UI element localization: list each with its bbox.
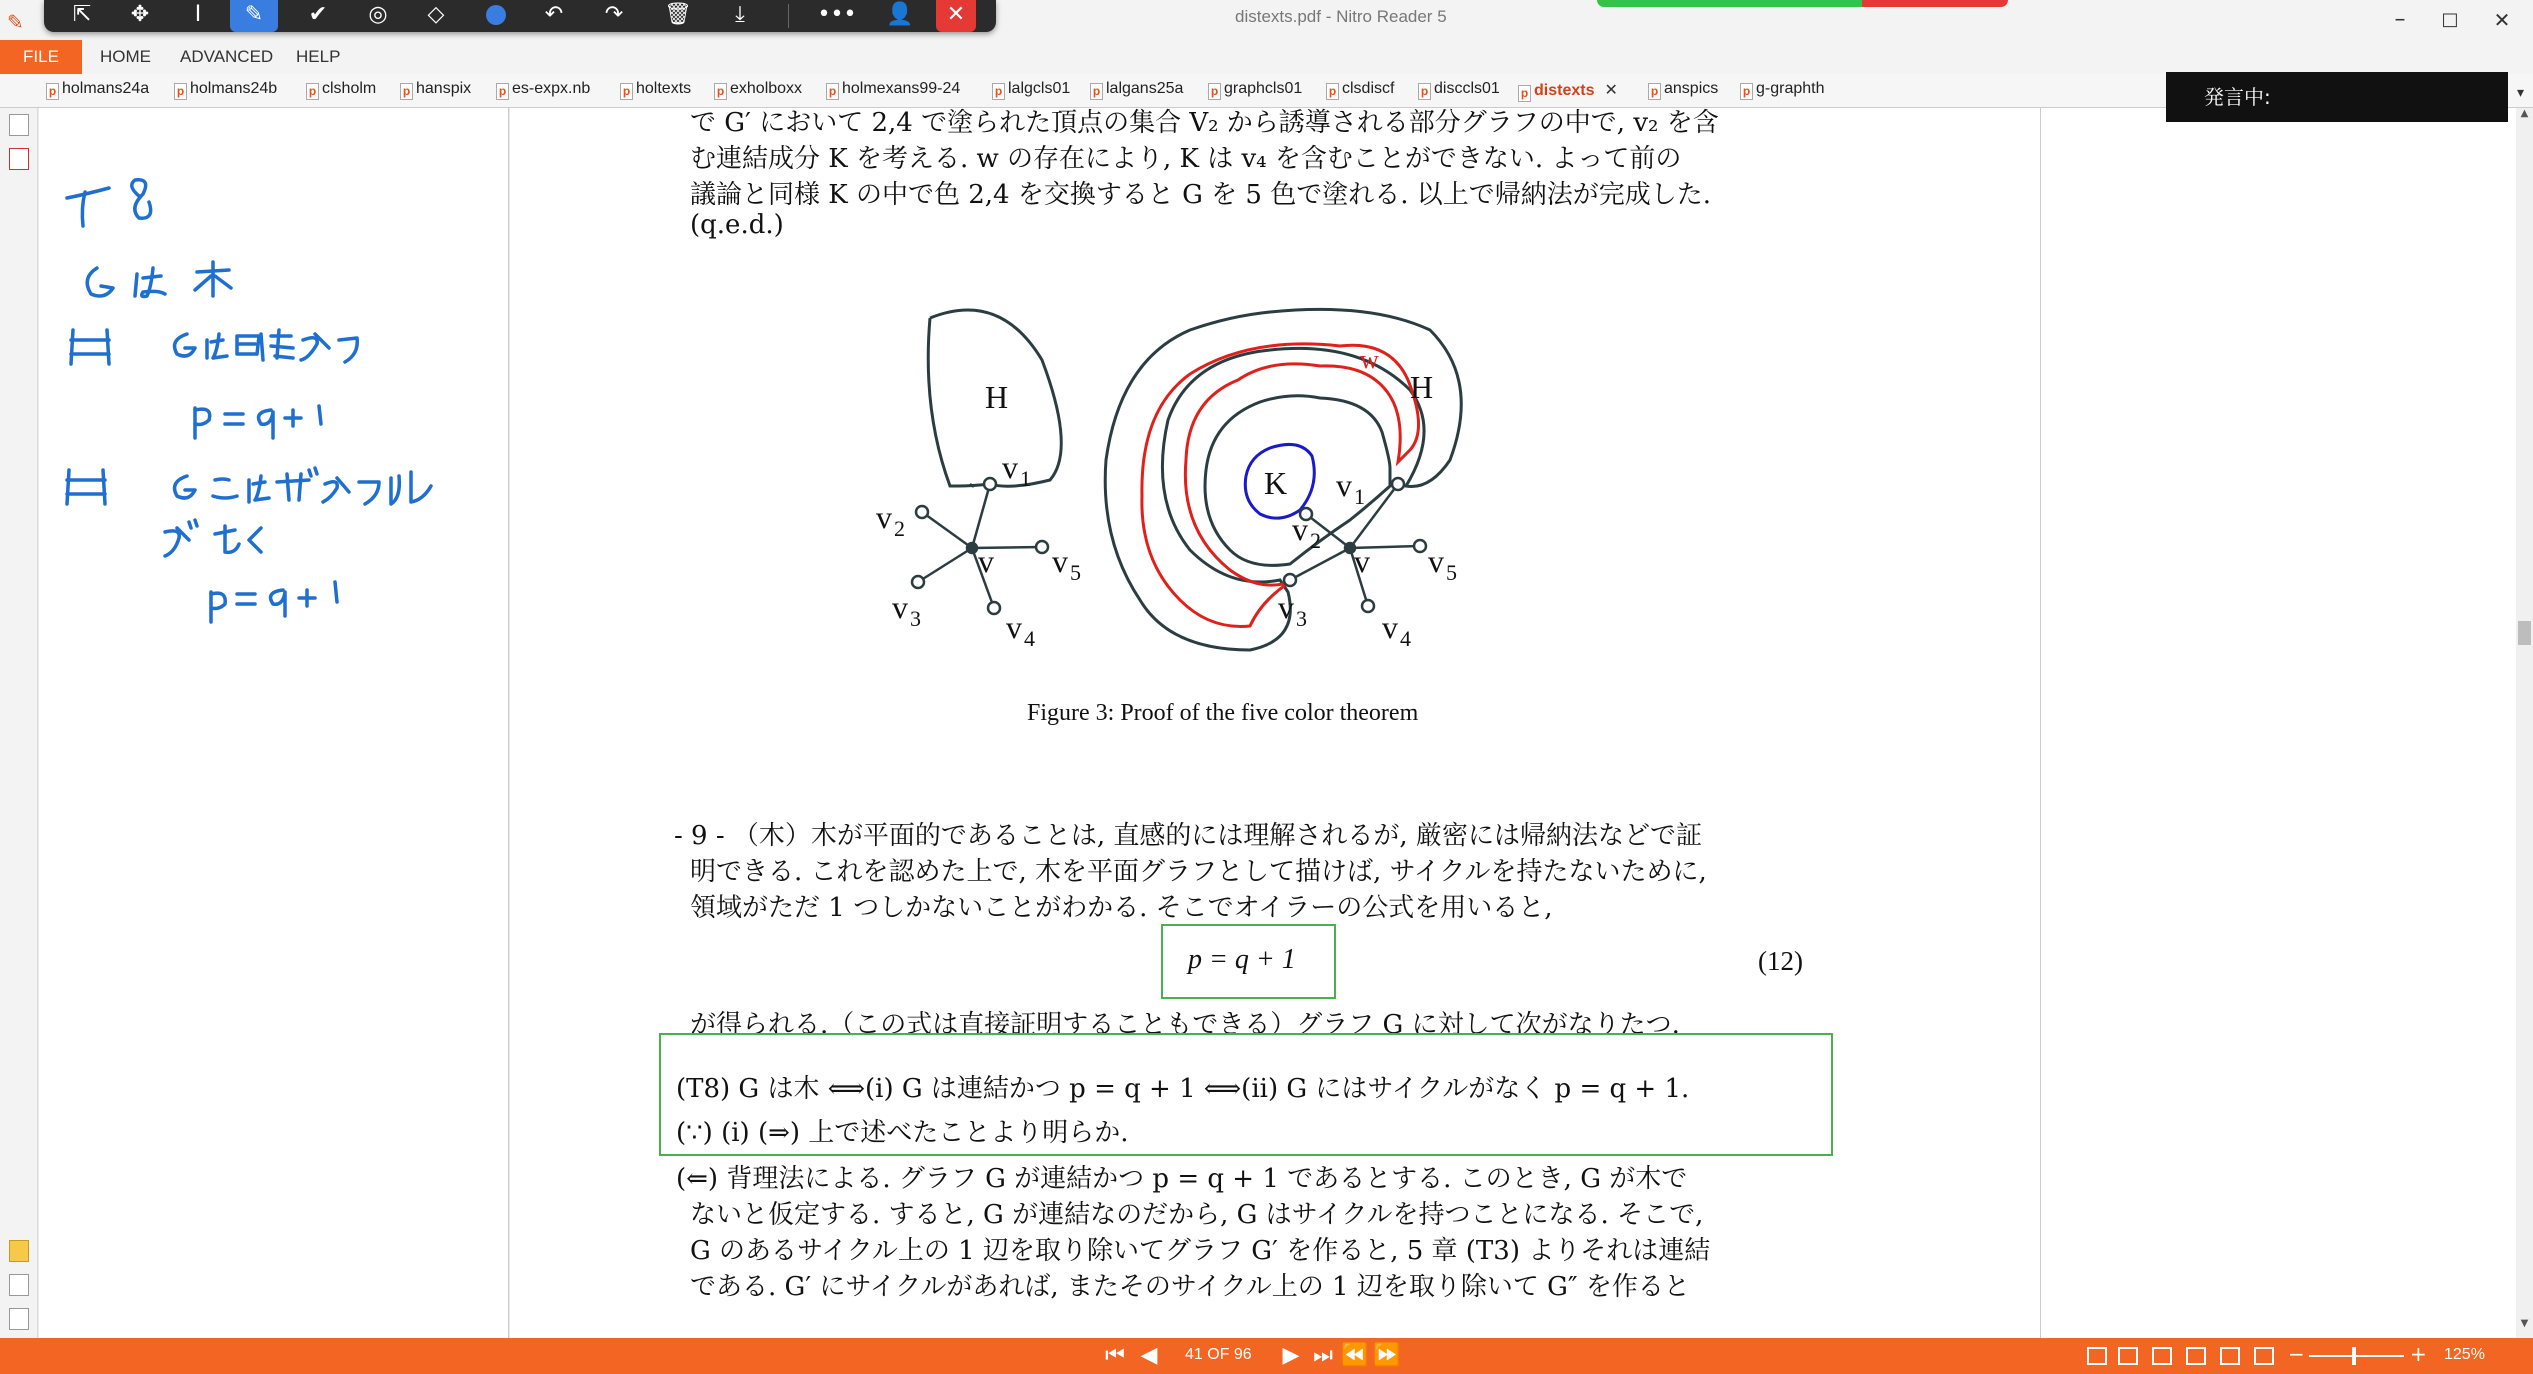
right-label-v5: v	[1428, 543, 1444, 579]
vertical-scrollbar[interactable]	[2516, 108, 2533, 1338]
tab-g-graphth[interactable]	[1740, 80, 1825, 106]
menu-bar	[0, 40, 2533, 74]
right-label-h: H	[1410, 369, 1434, 405]
zoom-in-icon[interactable]: +	[2410, 1342, 2427, 1366]
maximize-button[interactable]: □	[2441, 9, 2459, 30]
zoom-level[interactable]: 125%	[2444, 1346, 2485, 1363]
zoom-slider-thumb[interactable]	[2352, 1347, 2356, 1365]
menu-home[interactable]: HOME	[100, 47, 151, 66]
tab-label: holmans24a	[62, 80, 150, 97]
layers-icon[interactable]	[9, 1308, 29, 1330]
para4-line3: G のあるサイクル上の 1 辺を取り除いてグラフ G′ を作ると, 5 章 (T3) よりそれは連結	[690, 1236, 1711, 1266]
single-page-view-icon[interactable]	[2087, 1347, 2107, 1365]
pdf-icon: p	[620, 83, 633, 100]
left-label-v5: v	[1052, 543, 1068, 579]
right-label-v3-sub: 3	[1296, 606, 1307, 631]
tab-label: clsholm	[322, 80, 377, 97]
check-icon[interactable]: ✔	[308, 2, 328, 27]
nitro-logo-icon: ✎	[7, 10, 24, 34]
tab-label: lalgans25a	[1106, 80, 1184, 97]
fit-width-icon[interactable]	[2220, 1347, 2240, 1365]
tab-label: holmexans99-24	[842, 80, 961, 97]
tab-label: disccls01	[1434, 80, 1500, 97]
tab-label: lalgcls01	[1008, 80, 1071, 97]
next-view-icon[interactable]: ⏩	[1373, 1343, 1401, 1368]
five-color-figure	[850, 300, 1650, 680]
undo-icon[interactable]: ↶	[544, 2, 564, 27]
minimize-button[interactable]: –	[2394, 7, 2406, 32]
para2-line2: 明できる. これを認めた上で, 木を平面グラフとして描けば, サイクルを持たないために,	[690, 857, 1707, 887]
tab-label: anspics	[1664, 80, 1719, 97]
para4-line2: ないと仮定する. すると, G が連結なのだから, G はサイクルを持つことになる. そこで,	[690, 1200, 1704, 1230]
right-label-k: K	[1264, 465, 1288, 501]
right-label-v: v	[1354, 543, 1370, 579]
pdf-icon: p	[1208, 83, 1221, 100]
left-label-v1-sub: 1	[1020, 466, 1031, 491]
left-label-v: v	[978, 543, 994, 579]
scroll-thumb[interactable]	[2518, 621, 2531, 645]
left-label-v2: v	[876, 499, 892, 535]
attachments-icon[interactable]	[9, 1274, 29, 1296]
left-label-v3: v	[892, 589, 908, 625]
select-icon[interactable]: ⇱	[72, 2, 92, 27]
pdf-icon: p	[496, 83, 509, 100]
user-icon[interactable]: 👤	[886, 2, 914, 27]
left-label-v4-sub: 4	[1024, 626, 1035, 651]
left-label-h: H	[985, 379, 1009, 415]
window-close-button[interactable]: ✕	[2493, 8, 2511, 32]
status-bar	[0, 1338, 2533, 1374]
equation-text: p = q + 1	[1188, 944, 1296, 975]
pdf-icon: p	[992, 83, 1005, 100]
pdf-icon: p	[1090, 83, 1103, 100]
para4-line4: である. G′ にサイクルがあれば, またそのサイクル上の 1 辺を取り除いて G″ を作ると	[690, 1272, 1690, 1302]
zoom-out-icon[interactable]: −	[2288, 1342, 2305, 1366]
speaking-popup: 発言中:	[2166, 72, 2508, 122]
tab-holmans24b[interactable]	[174, 80, 277, 106]
facing-view-icon[interactable]	[2152, 1347, 2172, 1365]
page-indicator[interactable]: 41 OF 96	[1185, 1346, 1252, 1363]
left-label-v4: v	[1006, 609, 1022, 645]
tab-label: holmans24b	[190, 80, 278, 97]
pdf-icon: p	[1648, 83, 1661, 100]
pdf-icon: p	[1740, 83, 1753, 100]
pan-icon[interactable]: ✥	[130, 2, 150, 27]
menu-file[interactable]: FILE	[0, 40, 82, 74]
tab-clsholm[interactable]	[306, 80, 376, 106]
para1-line1: で G′ において 2,4 で塗られた頂点の集合 V₂ から誘導される部分グラフの中で, v₂ を含	[690, 108, 1719, 138]
pdf-icon: p	[1518, 85, 1531, 102]
pages-icon[interactable]	[9, 114, 29, 136]
pdf-icon: p	[400, 83, 413, 100]
next-page-icon[interactable]: ▶	[1282, 1343, 1300, 1368]
window-title: distexts.pdf - Nitro Reader 5	[1235, 7, 1447, 26]
tab-label: clsdiscf	[1342, 80, 1395, 97]
scroll-up-icon[interactable]: ▲	[2520, 108, 2529, 119]
equation-number: (12)	[1758, 946, 1803, 976]
pdf-icon: p	[1418, 83, 1431, 100]
right-label-v4: v	[1382, 609, 1398, 645]
download-icon[interactable]: ⤓	[735, 2, 745, 27]
para3-line: が得られる.（この式は直接証明することもできる）グラフ G に対して次がなりたつ.	[690, 1010, 1680, 1040]
tab-list-chevron-icon[interactable]: ▾	[2516, 85, 2525, 101]
color-dot-icon[interactable]	[476, 0, 516, 32]
right-label-w: w	[1360, 345, 1379, 374]
trash-icon[interactable]: 🗑	[664, 2, 692, 27]
menu-advanced[interactable]: ADVANCED	[180, 47, 274, 66]
right-label-v1-sub: 1	[1354, 484, 1365, 509]
text-cursor-icon[interactable]: I	[194, 2, 202, 27]
pdf-icon: p	[826, 83, 839, 100]
tab-label: holtexts	[636, 80, 692, 97]
scroll-down-icon[interactable]: ▼	[2520, 1318, 2529, 1329]
left-label-v2-sub: 2	[894, 516, 905, 541]
para1-line4: (q.e.d.)	[690, 210, 784, 240]
recording-bar-green	[1597, 0, 1862, 7]
pdf-icon: p	[1326, 83, 1339, 100]
tab-label: hanspix	[416, 80, 472, 97]
previous-view-icon[interactable]: ⏪	[1341, 1343, 1369, 1368]
tab-label: distexts	[1534, 82, 1595, 99]
document-right-margin	[2040, 108, 2516, 1338]
fit-page-icon[interactable]	[2254, 1347, 2274, 1365]
tab-label: g-graphth	[1756, 80, 1825, 97]
left-label-v3-sub: 3	[910, 606, 921, 631]
right-label-v2-sub: 2	[1310, 528, 1321, 553]
tab-hanspix[interactable]	[400, 80, 471, 106]
bookmarks-icon[interactable]	[9, 148, 29, 170]
right-label-v1: v	[1336, 467, 1352, 503]
right-label-v4-sub: 4	[1400, 626, 1411, 651]
redo-icon[interactable]: ↷	[604, 2, 624, 27]
recording-bar-red	[1862, 0, 2008, 7]
target-icon[interactable]: ◎	[368, 2, 388, 27]
more-icon[interactable]: •••	[817, 2, 857, 27]
tab-label: exholboxx	[730, 80, 803, 97]
prev-page-icon[interactable]: ◀	[1140, 1343, 1158, 1368]
tab-es-expx[interactable]	[496, 80, 590, 106]
toolbar-divider	[788, 4, 789, 28]
para2-line1: - 9 - （木）木が平面的であることは, 直感的には理解されるが, 厳密には帰納法などで証	[674, 821, 1702, 851]
tab-holtexts[interactable]	[620, 80, 691, 106]
eraser-icon[interactable]: ◇	[427, 2, 445, 27]
right-label-v2: v	[1292, 511, 1308, 547]
facing-continuous-view-icon[interactable]	[2186, 1347, 2206, 1365]
handwritten-notes-pane	[39, 108, 509, 1338]
t8-line1: (T8) G は木 ⟺(i) G は連結かつ p = q + 1 ⟺(ii) G にはサイクルがなく p = q + 1.	[676, 1074, 1690, 1104]
last-page-icon[interactable]: ⏭	[1313, 1343, 1333, 1368]
pdf-icon: p	[46, 83, 59, 100]
para2-line3: 領域がただ 1 つしかないことがわかる. そこでオイラーの公式を用いると,	[690, 893, 1553, 923]
left-rail	[0, 108, 38, 1338]
tab-close-icon[interactable]: ✕	[1604, 82, 1618, 99]
para1-line3: 議論と同様 K の中で色 2,4 を交換すると G を 5 色で塗れる. 以上で帰納法が完成した.	[690, 180, 1711, 210]
t8-line2: (∵) (i) (⇒) 上で述べたことより明らか.	[676, 1118, 1129, 1148]
continuous-view-icon[interactable]	[2118, 1347, 2138, 1365]
right-label-v3: v	[1278, 589, 1294, 625]
drawing-toolbar	[44, 0, 996, 32]
figure-caption: Figure 3: Proof of the five color theorem	[1027, 700, 1419, 726]
left-label-v5-sub: 5	[1070, 560, 1081, 585]
tab-label: es-expx.nb	[512, 80, 591, 97]
comments-icon[interactable]	[9, 1240, 29, 1262]
tab-holmans24a[interactable]	[46, 80, 149, 106]
pen-icon[interactable]: ✎	[230, 0, 278, 32]
para4-line1: (⇐) 背理法による. グラフ G が連結かつ p = q + 1 であるとする. このとき, G が木で	[676, 1164, 1688, 1194]
first-page-icon[interactable]: ⏮	[1105, 1343, 1125, 1368]
para1-line2: む連結成分 K を考える. w の存在により, K は v₄ を含むことができない. よって前の	[690, 144, 1682, 174]
left-label-v1: v	[1002, 449, 1018, 485]
pdf-icon: p	[174, 83, 187, 100]
zoom-slider[interactable]	[2309, 1355, 2404, 1357]
pdf-icon: p	[306, 83, 319, 100]
close-icon[interactable]: ✕	[936, 0, 976, 32]
tab-label: graphcls01	[1224, 80, 1303, 97]
handwriting-canvas	[39, 108, 509, 708]
right-label-v5-sub: 5	[1446, 560, 1457, 585]
pdf-icon: p	[714, 83, 727, 100]
menu-help[interactable]: HELP	[296, 47, 341, 66]
